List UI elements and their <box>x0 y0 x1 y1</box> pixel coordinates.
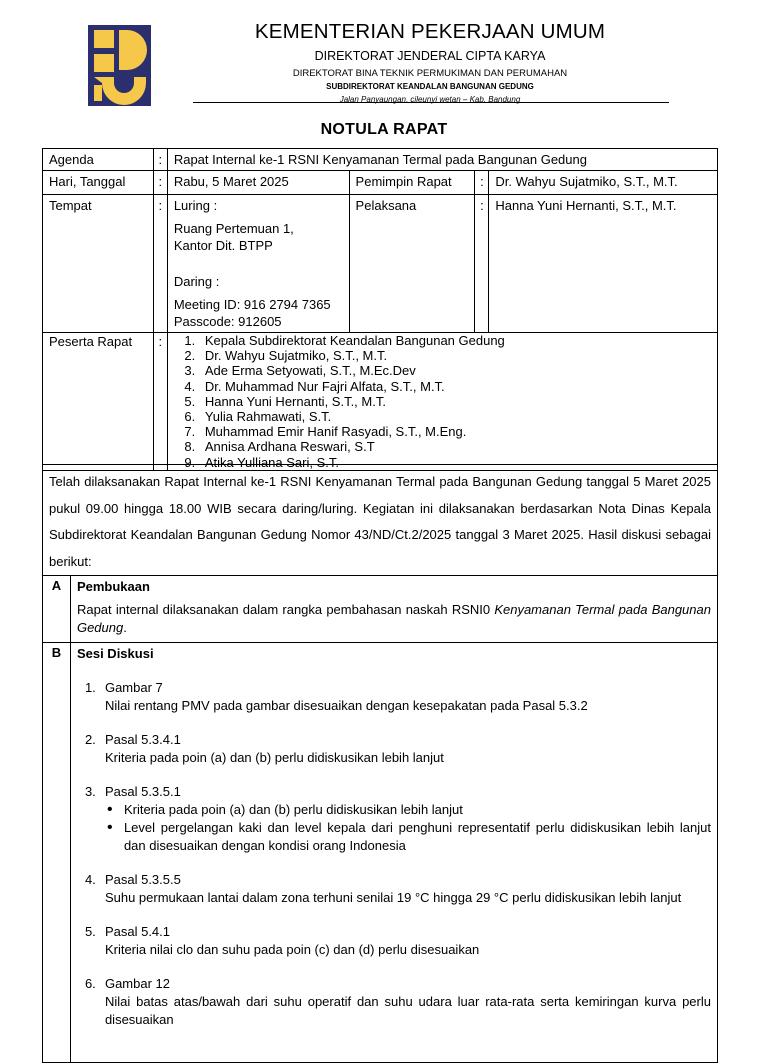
passcode: Passcode: 912605 <box>173 314 282 329</box>
offline-label: Luring : <box>173 198 218 213</box>
participant-item: 2. Dr. Wahyu Sujatmiko, S.T., M.T. <box>199 348 711 363</box>
colon: : <box>475 171 489 195</box>
discussion-item-number: 2. <box>84 732 96 747</box>
online-label: Daring : <box>173 274 220 289</box>
discussion-item-number: 3. <box>84 784 96 799</box>
discussion-bullet-list <box>105 801 711 855</box>
discussion-item <box>84 731 711 767</box>
meeting-id: Meeting ID: 916 2794 7365 <box>173 297 331 312</box>
colon: : <box>153 171 167 195</box>
discussion-item-number: 5. <box>84 924 96 939</box>
participant-item: 4. Dr. Muhammad Nur Fajri Alfata, S.T., M.T. <box>199 379 711 394</box>
colon: : <box>475 195 489 333</box>
discussion-item-label: Gambar 12 <box>104 976 170 991</box>
participants-cell <box>167 333 717 471</box>
colon: : <box>153 149 167 171</box>
meeting-info-table <box>42 148 718 471</box>
participants-list <box>174 333 711 470</box>
section-a-letter: A <box>43 576 71 643</box>
discussion-item-number: 6. <box>84 976 96 991</box>
discussion-item-label: Gambar 7 <box>104 680 163 695</box>
discussion-item <box>84 679 711 715</box>
minutes-body-table <box>42 464 718 1063</box>
directorate: DIREKTORAT BINA TEKNIK PERMUKIMAN DAN PERUMAHAN <box>292 68 568 79</box>
agenda-label: Agenda <box>43 149 154 171</box>
agenda-value: Rapat Internal ke-1 RSNI Kenyamanan Termal pada Bangunan Gedung <box>167 149 717 171</box>
section-a-text-italic: Kenyamanan Termal pada Bangunan Gedung <box>76 602 711 635</box>
discussion-bullet: • Level pergelangan kaki dan level kepala dari penghuni representatif perlu didiskusikan lebih lanjut dan disesuaikan dengan kondisi orang Indonesia <box>124 819 711 855</box>
discussion-item-label: Pasal 5.3.4.1 <box>104 732 181 747</box>
offline-room: Ruang Pertemuan 1, <box>173 221 294 236</box>
discussion-item-text: Kriteria pada poin (a) dan (b) perlu didiskusikan lebih lanjut <box>104 750 444 765</box>
section-a-content <box>70 576 717 643</box>
discussion-item-text: Kriteria nilai clo dan suhu pada poin (c) dan (d) perlu disesuaikan <box>104 942 480 957</box>
intro-paragraph: Telah dilaksanakan Rapat Internal ke-1 RSNI Kenyamanan Termal pada Bangunan Gedung tanggal 5 Maret 2025 pukul 09.00 hingga 18.00 WIB secara daring/luring. Kegiatan ini dilaksanakan berdasarkan Nota Dinas Kepala Subdirektorat Keandalan Bangunan Gedung Nomor 43/ND/Ct.2/2025 tanggal 3 Maret 2025. Hasil diskusi sebagai berikut: <box>43 465 718 576</box>
address: Jalan Panyaungan, cileunyi wetan – Kab. Bandung <box>339 95 521 104</box>
agenda-row <box>43 149 718 171</box>
section-b-row <box>43 643 718 1063</box>
section-a-text-plain: Rapat internal dilaksanakan dalam rangka pembahasan naskah RSNI0 <box>76 602 495 617</box>
ministry-logo-icon <box>88 25 151 106</box>
offline-office: Kantor Dit. BTPP <box>173 238 273 253</box>
section-a-text <box>71 595 717 641</box>
participant-item: 1. Kepala Subdirektorat Keandalan Bangunan Gedung <box>199 333 711 348</box>
discussion-item-number: 1. <box>84 680 96 695</box>
discussion-item-text: Suhu permukaan lantai dalam zona terhuni senilai 19 °C hingga 29 °C perlu didiskusikan lebih lanjut <box>104 890 682 905</box>
document-title: NOTULA RAPAT <box>320 121 448 138</box>
participant-item: 3. Ade Erma Setyowati, S.T., M.Ec.Dev <box>199 363 711 378</box>
executor-value: Hanna Yuni Hernanti, S.T., M.T. <box>489 195 718 333</box>
date-row <box>43 171 718 195</box>
participants-row <box>43 333 718 471</box>
section-b-title: Sesi Diskusi <box>76 646 154 661</box>
pu-logo-graphic <box>88 25 151 106</box>
section-b-content <box>70 643 717 1063</box>
discussion-item <box>84 783 711 855</box>
discussion-item <box>84 975 711 1029</box>
section-a-text-end: . <box>123 620 127 635</box>
intro-row <box>43 465 718 576</box>
date-label: Hari, Tanggal <box>43 171 154 195</box>
discussion-item-text: Nilai rentang PMV pada gambar disesuaikan dengan kesepakatan pada Pasal 5.3.2 <box>104 698 588 713</box>
directorate-general: DIREKTORAT JENDERAL CIPTA KARYA <box>314 49 546 63</box>
discussion-bullet: • Kriteria pada poin (a) dan (b) perlu didiskusikan lebih lanjut <box>124 801 711 819</box>
discussion-list <box>71 679 717 1029</box>
participant-item: 8. Annisa Ardhana Reswari, S.T <box>199 439 711 454</box>
discussion-item-number: 4. <box>84 872 96 887</box>
discussion-item <box>84 871 711 907</box>
place-label: Tempat <box>43 195 154 333</box>
participant-item: 7. Muhammad Emir Hanif Rasyadi, S.T., M.Eng. <box>199 424 711 439</box>
discussion-item-text: Nilai batas atas/bawah dari suhu operatif dan suhu udara luar rata-rata serta kemiringan kurva perlu disesuaikan <box>104 994 711 1027</box>
chair-value: Dr. Wahyu Sujatmiko, S.T., M.T. <box>489 171 718 195</box>
participants-label: Peserta Rapat <box>43 333 154 471</box>
colon: : <box>153 333 167 471</box>
discussion-item-label: Pasal 5.4.1 <box>104 924 170 939</box>
subdirectorate: SUBDIREKTORAT KEANDALAN BANGUNAN GEDUNG <box>326 82 534 91</box>
participant-item: 9. Atika Yulliana Sari, S.T. <box>199 455 711 470</box>
place-value <box>167 195 349 333</box>
discussion-item-label: Pasal 5.3.5.5 <box>104 872 181 887</box>
section-b-letter: B <box>43 643 71 1063</box>
participant-item: 5. Hanna Yuni Hernanti, S.T., M.T. <box>199 394 711 409</box>
discussion-item-label: Pasal 5.3.5.1 <box>104 784 181 799</box>
ministry-name: KEMENTERIAN PEKERJAAN UMUM <box>254 20 606 43</box>
letterhead-divider <box>193 102 669 103</box>
colon: : <box>153 195 167 333</box>
place-row <box>43 195 718 333</box>
section-a-title: Pembukaan <box>76 579 150 594</box>
executor-label: Pelaksana <box>349 195 475 333</box>
participant-item: 6. Yulia Rahmawati, S.T. <box>199 409 711 424</box>
date-value: Rabu, 5 Maret 2025 <box>167 171 349 195</box>
section-a-row <box>43 576 718 643</box>
letterhead <box>190 20 670 104</box>
discussion-item <box>84 923 711 959</box>
chair-label: Pemimpin Rapat <box>349 171 475 195</box>
